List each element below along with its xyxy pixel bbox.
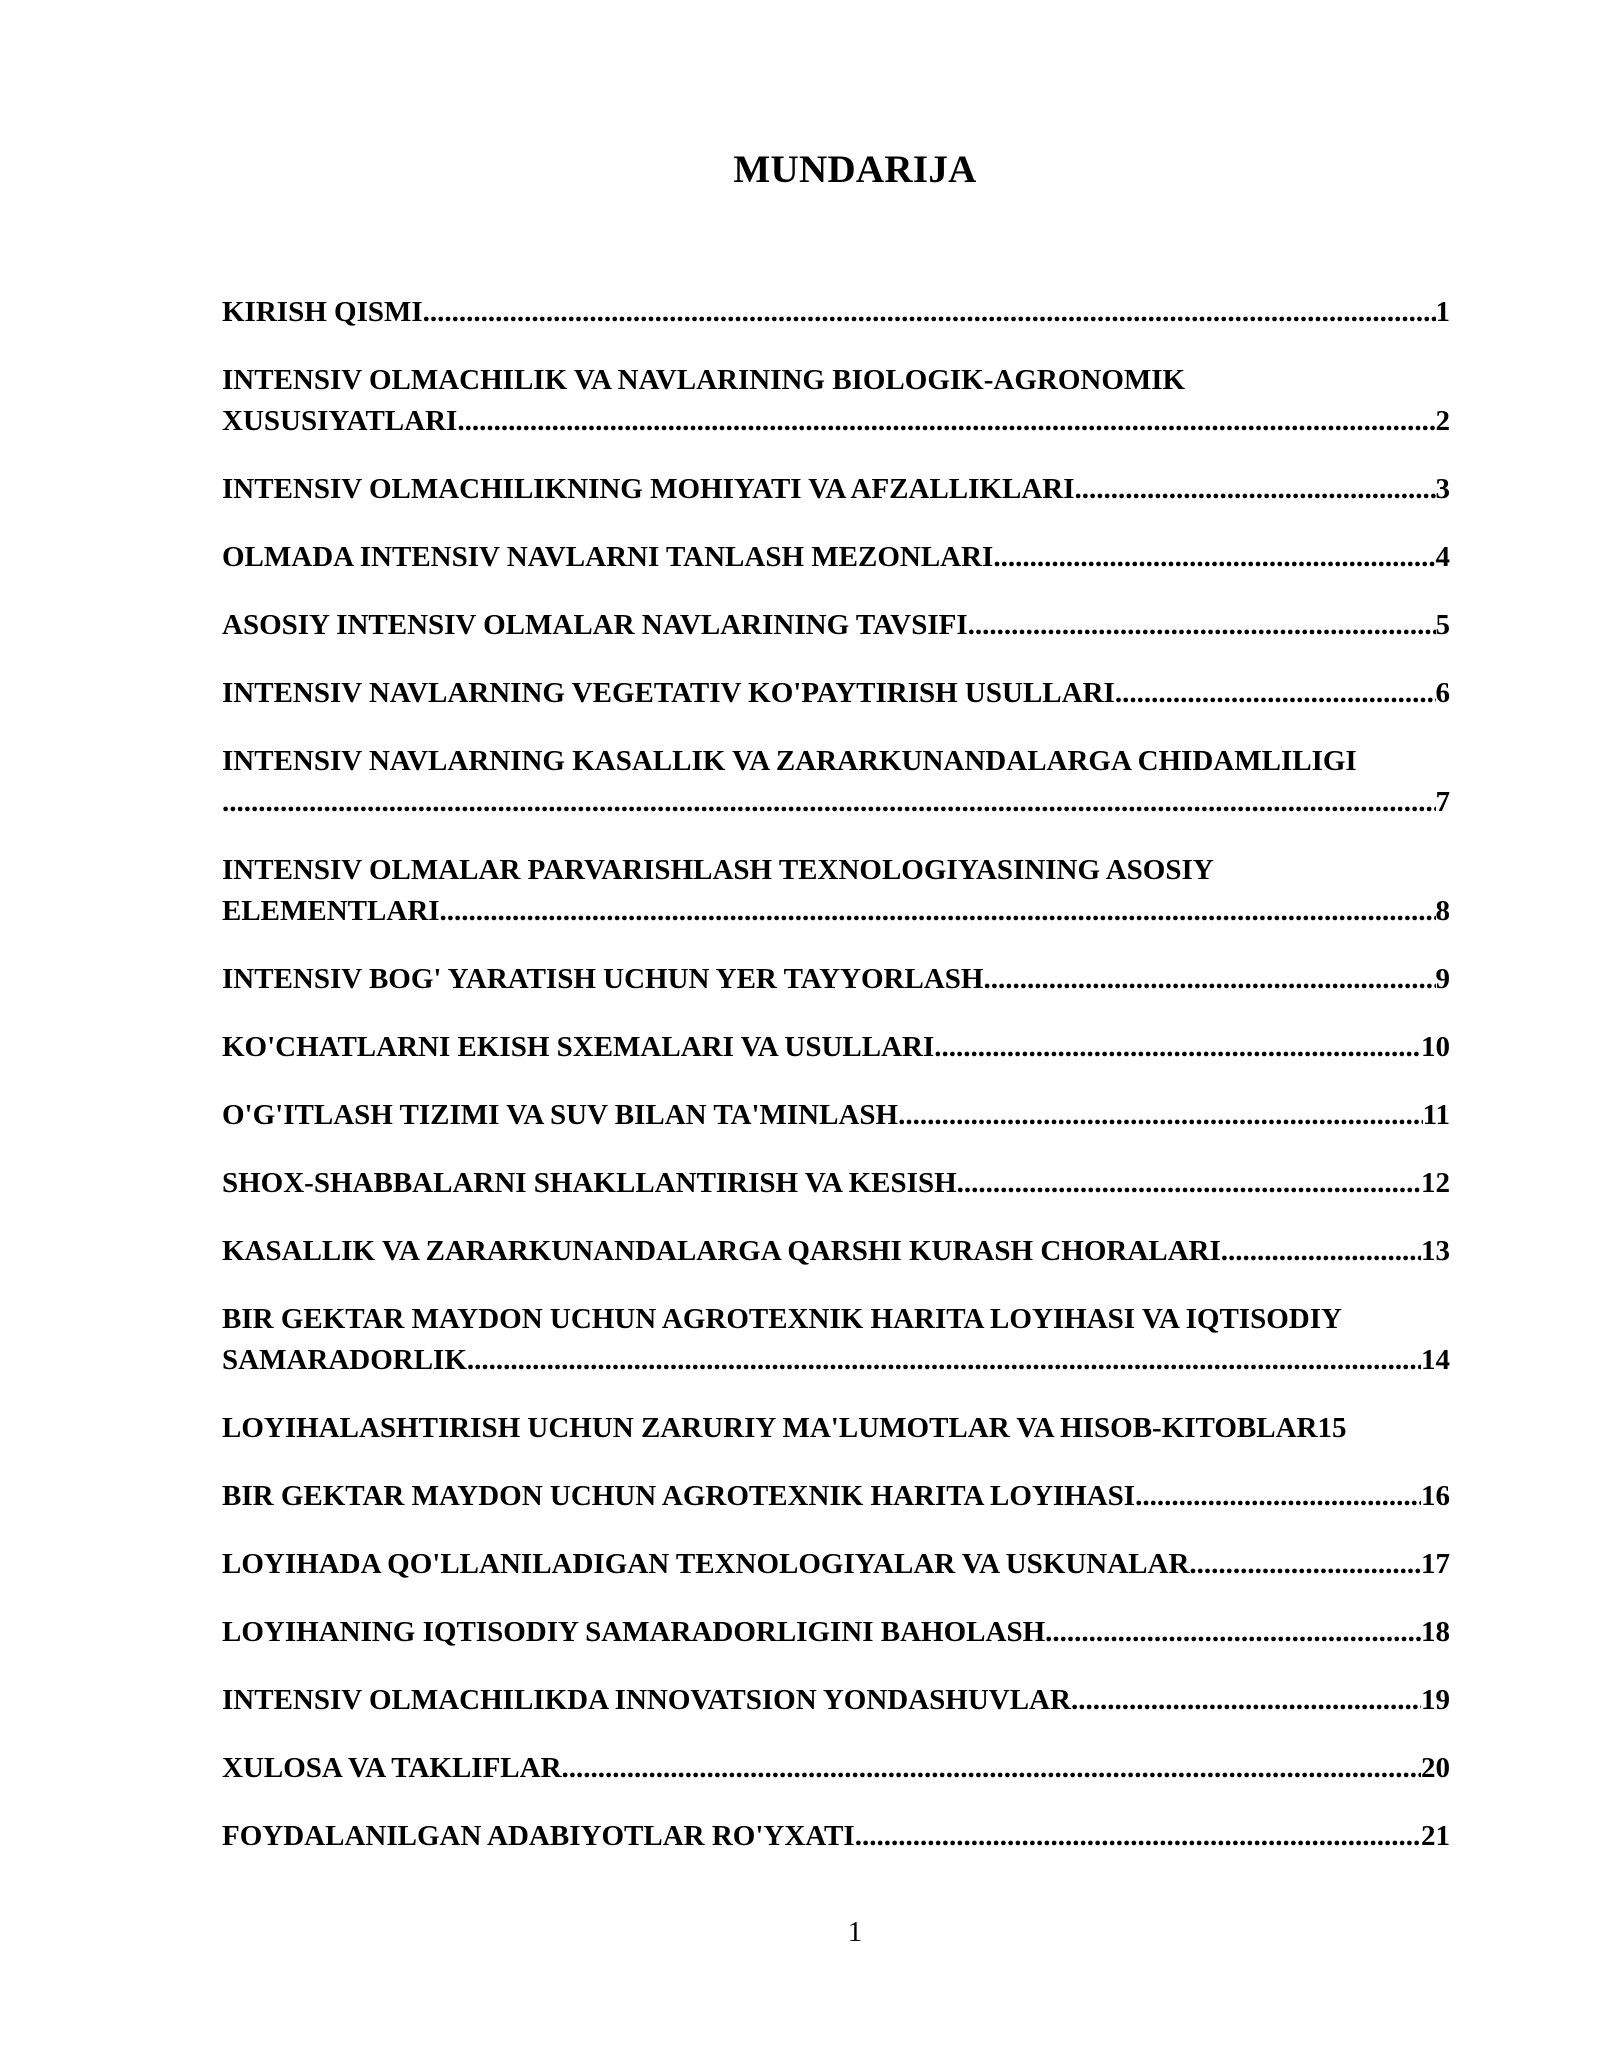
toc-entry-line	[222, 1544, 1450, 1585]
toc-entry-line	[222, 1027, 1450, 1068]
toc-entry-title: XULOSA VA TAKLIFLAR	[222, 1752, 562, 1784]
toc-entry[interactable]	[222, 850, 1450, 932]
dot-leader	[1071, 1680, 1421, 1721]
toc-entry[interactable]	[222, 360, 1450, 442]
toc-page-number: 10	[1421, 1031, 1450, 1063]
toc-entry-title: KIRISH QISMI	[222, 296, 423, 328]
toc-entry[interactable]	[222, 1544, 1450, 1585]
dot-leader	[1045, 1612, 1421, 1653]
toc-entry-title: SAMARADORLIK	[222, 1344, 467, 1376]
toc-page-number: 15	[1317, 1412, 1347, 1444]
toc-entry[interactable]	[222, 1095, 1450, 1136]
toc-entry-line	[222, 469, 1450, 510]
toc-entry[interactable]	[222, 537, 1450, 578]
toc-entry-line	[222, 1680, 1450, 1721]
toc-entry-line	[222, 1476, 1450, 1517]
toc-entry-title: INTENSIV OLMACHILIKDA INNOVATSION YONDASHUVLAR	[222, 1684, 1071, 1716]
toc-entry-line	[222, 605, 1450, 646]
toc-page-number: 3	[1435, 473, 1450, 505]
toc-page-number: 5	[1435, 609, 1450, 641]
toc-entry-title: SHOX-SHABBALARNI SHAKLLANTIRISH VA KESISH	[222, 1167, 957, 1199]
dot-leader	[222, 782, 1436, 823]
table-of-contents	[222, 292, 1450, 1884]
dot-leader	[898, 1095, 1423, 1136]
toc-entry[interactable]	[222, 741, 1450, 823]
dot-leader	[934, 1027, 1421, 1068]
dot-leader	[457, 401, 1435, 442]
toc-entry-line	[222, 891, 1450, 932]
toc-page-number: 17	[1421, 1548, 1450, 1580]
page-title: MUNDARIJA	[733, 148, 977, 191]
toc-entry-title: KO'CHATLARNI EKISH SXEMALARI VA USULLARI	[222, 1031, 935, 1063]
toc-entry-title: ELEMENTLARI	[222, 895, 440, 927]
toc-entry-title: FOYDALANILGAN ADABIYOTLAR RO'YXATI	[222, 1820, 855, 1852]
toc-page-number: 21	[1421, 1820, 1450, 1852]
dot-leader	[855, 1816, 1421, 1857]
toc-entry-title: INTENSIV BOG' YARATISH UCHUN YER TAYYORLASH	[222, 963, 984, 995]
toc-page-number: 6	[1435, 677, 1450, 709]
toc-page-number: 20	[1421, 1752, 1450, 1784]
toc-page-number: 4	[1435, 541, 1450, 573]
toc-entry-title: OLMADA INTENSIV NAVLARNI TANLASH MEZONLARI	[222, 541, 994, 573]
toc-page-number: 7	[1435, 786, 1450, 818]
toc-entry[interactable]	[222, 292, 1450, 333]
toc-entry-line	[222, 537, 1450, 578]
toc-entry-line	[222, 1340, 1450, 1381]
toc-entry-title-line: INTENSIV OLMALAR PARVARISHLASH TEXNOLOGIYASINING ASOSIY	[222, 854, 1214, 886]
toc-page-number: 2	[1435, 405, 1450, 437]
toc-entry-line	[222, 1408, 1450, 1449]
toc-entry[interactable]	[222, 1680, 1450, 1721]
toc-page-number: 19	[1421, 1684, 1450, 1716]
toc-entry[interactable]	[222, 469, 1450, 510]
toc-entry[interactable]	[222, 1816, 1450, 1857]
toc-entry[interactable]	[222, 673, 1450, 714]
dot-leader	[562, 1748, 1421, 1789]
toc-entry-line	[222, 959, 1450, 1000]
toc-entry-title: LOYIHADA QO'LLANILADIGAN TEXNOLOGIYALAR VA USKUNALAR	[222, 1548, 1190, 1580]
toc-page-number: 18	[1421, 1616, 1450, 1648]
dot-leader	[993, 537, 1435, 578]
dot-leader	[968, 605, 1436, 646]
toc-entry[interactable]	[222, 1612, 1450, 1653]
dot-leader	[983, 959, 1435, 1000]
toc-entry-title: O'G'ITLASH TIZIMI VA SUV BILAN TA'MINLASH	[222, 1099, 899, 1131]
toc-entry-line	[222, 401, 1450, 442]
toc-entry[interactable]	[222, 1231, 1450, 1272]
toc-entry-line	[222, 1095, 1450, 1136]
dot-leader	[423, 292, 1436, 333]
toc-entry[interactable]	[222, 1748, 1450, 1789]
toc-entry-title: ASOSIY INTENSIV OLMALAR NAVLARINING TAVSIFI	[222, 609, 968, 641]
toc-page-number: 1	[1435, 296, 1450, 328]
toc-entry-title: LOYIHALASHTIRISH UCHUN ZARURIY MA'LUMOTLAR VA HISOB-KITOBLAR	[222, 1412, 1318, 1444]
toc-entry-line	[222, 1231, 1450, 1272]
page-number: 1	[847, 1916, 863, 1948]
toc-entry-title: BIR GEKTAR MAYDON UCHUN AGROTEXNIK HARITA LOYIHASI	[222, 1480, 1136, 1512]
toc-entry-title-line: INTENSIV OLMACHILIK VA NAVLARINING BIOLOGIK-AGRONOMIK	[222, 364, 1186, 396]
toc-entry[interactable]	[222, 1299, 1450, 1381]
toc-page-number: 11	[1422, 1099, 1450, 1131]
toc-entry[interactable]	[222, 1408, 1450, 1449]
toc-page-number: 13	[1421, 1235, 1450, 1267]
toc-entry-line	[222, 782, 1450, 823]
toc-entry-line	[222, 1748, 1450, 1789]
toc-entry-title: INTENSIV OLMACHILIKNING MOHIYATI VA AFZALLIKLARI	[222, 473, 1075, 505]
dot-leader	[467, 1340, 1421, 1381]
toc-entry-title: INTENSIV NAVLARNING VEGETATIV KO'PAYTIRISH USULLARI	[222, 677, 1115, 709]
dot-leader	[957, 1163, 1421, 1204]
toc-entry-title-line: INTENSIV NAVLARNING KASALLIK VA ZARARKUNANDALARGA CHIDAMLILIGI	[222, 745, 1357, 777]
toc-entry[interactable]	[222, 1163, 1450, 1204]
dot-leader	[1135, 1476, 1421, 1517]
toc-entry[interactable]	[222, 605, 1450, 646]
toc-page-number: 16	[1421, 1480, 1450, 1512]
dot-leader	[1074, 469, 1435, 510]
toc-entry-title: XUSUSIYATLARI	[222, 405, 458, 437]
toc-entry-line	[222, 1612, 1450, 1653]
toc-entry[interactable]	[222, 1027, 1450, 1068]
toc-entry[interactable]	[222, 959, 1450, 1000]
toc-entry-line	[222, 1163, 1450, 1204]
dot-leader	[1221, 1231, 1421, 1272]
toc-page-number: 14	[1421, 1344, 1450, 1376]
toc-entry-line	[222, 673, 1450, 714]
toc-entry-line	[222, 292, 1450, 333]
toc-page-number: 9	[1435, 963, 1450, 995]
toc-entry-title: LOYIHANING IQTISODIY SAMARADORLIGINI BAHOLASH	[222, 1616, 1046, 1648]
dot-leader	[440, 891, 1436, 932]
dot-leader	[1189, 1544, 1421, 1585]
toc-entry-title-line: BIR GEKTAR MAYDON UCHUN AGROTEXNIK HARITA LOYIHASI VA IQTISODIY	[222, 1303, 1342, 1335]
dot-leader	[1115, 673, 1436, 714]
toc-entry-title: KASALLIK VA ZARARKUNANDALARGA QARSHI KURASH CHORALARI	[222, 1235, 1221, 1267]
toc-page-number: 8	[1435, 895, 1450, 927]
toc-entry[interactable]	[222, 1476, 1450, 1517]
toc-page-number: 12	[1421, 1167, 1450, 1199]
toc-entry-line	[222, 1816, 1450, 1857]
